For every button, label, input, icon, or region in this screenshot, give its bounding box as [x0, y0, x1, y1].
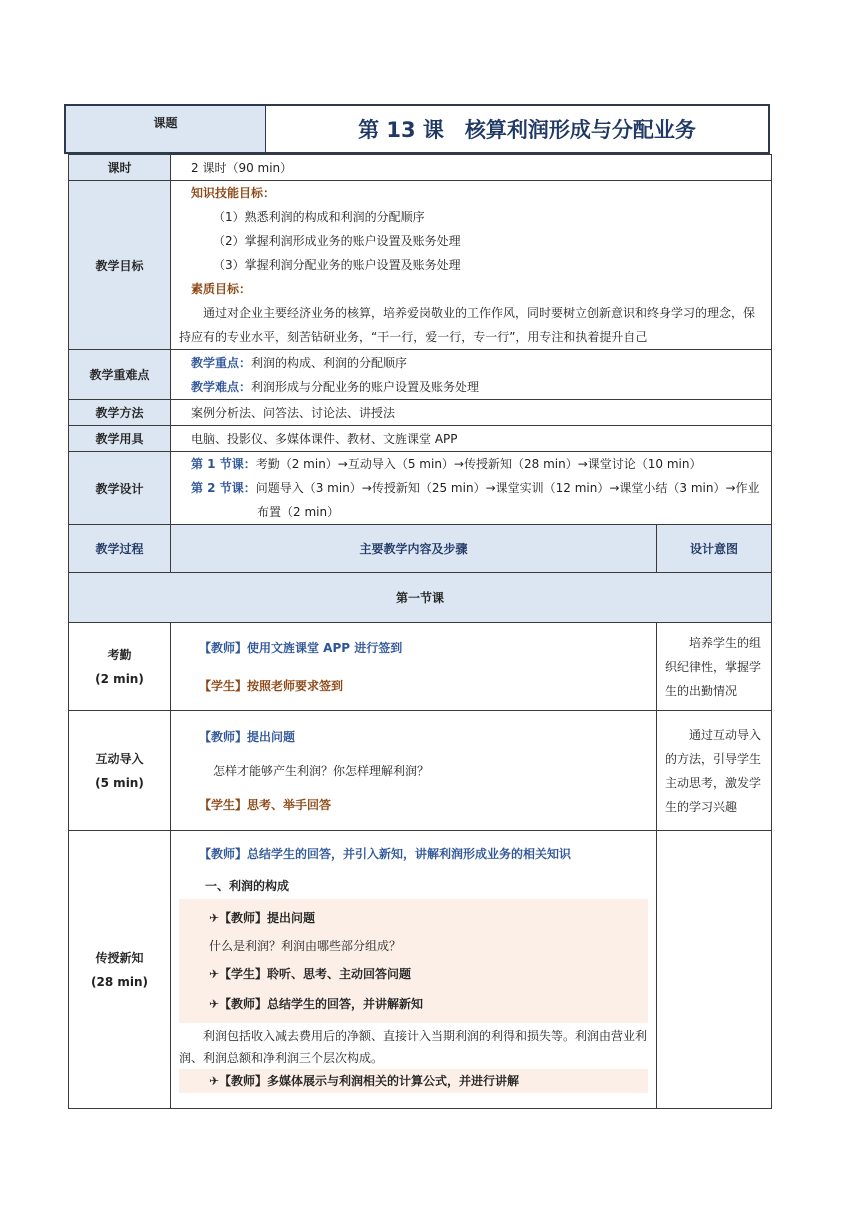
difficult-text: 利润形成与分配业务的账户设置及账务处理 — [251, 379, 480, 394]
step-teacher-question: ✈【教师】提出问题 — [209, 911, 316, 925]
tools-label: 教学用具 — [69, 426, 171, 452]
intro-label: 互动导入 — [95, 751, 144, 766]
goals-row — [69, 181, 772, 350]
tools-value: 电脑、投影仪、多媒体课件、教材、文旌课堂 APP — [171, 426, 772, 452]
new-knowledge-label: 传授新知 — [95, 950, 144, 965]
hours-label: 课时 — [69, 155, 171, 181]
goals-content — [171, 181, 772, 350]
key-label: 教学重点： — [191, 355, 252, 370]
methods-label: 教学方法 — [69, 400, 171, 426]
lesson1-label: 第 1 节课： — [191, 457, 256, 471]
new-knowledge-content — [171, 831, 657, 1109]
section1-title: 第一节课 — [69, 573, 772, 623]
hours-value: 2 课时（90 min） — [171, 155, 772, 181]
intro-intent-cell — [657, 711, 772, 831]
keypoints-label: 教学重难点 — [69, 350, 171, 400]
quality-title: 素质目标： — [191, 282, 252, 296]
new-knowledge-time: (28 min) — [90, 974, 148, 989]
step-student-answer: ✈【学生】聆听、思考、主动回答问题 — [209, 967, 412, 981]
knowledge-item: （1）熟悉利润的构成和利润的分配顺序 — [213, 210, 425, 224]
intro-student: 【学生】思考、举手回答 — [199, 797, 332, 812]
qa-block — [179, 899, 648, 1023]
knowledge-item: （2）掌握利润形成业务的账户设置及账务处理 — [213, 234, 461, 248]
profit-question: 什么是利润？利润由哪些部分组成？ — [209, 939, 402, 953]
intro-content — [171, 711, 657, 831]
attendance-intent-cell — [657, 623, 772, 711]
attendance-time: (2 min) — [95, 671, 144, 686]
process-col-header: 教学过程 — [69, 525, 171, 573]
attendance-teacher: 【教师】使用文旌课堂 APP 进行签到 — [199, 640, 403, 655]
attendance-row — [69, 623, 772, 711]
keypoints-row — [69, 350, 772, 400]
new-knowledge-teacher-intro: 【教师】总结学生的回答，并引入新知，讲解利润形成业务的相关知识 — [199, 847, 572, 861]
attendance-content — [171, 623, 657, 711]
methods-value: 案例分析法、问答法、讨论法、讲授法 — [171, 400, 772, 426]
new-knowledge-intent-cell — [657, 831, 772, 1109]
keypoints-content — [171, 350, 772, 400]
intro-row — [69, 711, 772, 831]
lesson-table — [68, 154, 772, 1109]
lesson-title: 第 13 课 核算利润形成与分配业务 — [358, 118, 696, 142]
methods-row — [69, 400, 772, 426]
tools-row — [69, 426, 772, 452]
hours-row — [69, 155, 772, 181]
intro-teacher: 【教师】提出问题 — [199, 729, 296, 744]
formula-block — [179, 1069, 648, 1093]
intro-label-cell — [69, 711, 171, 831]
lesson2-label: 第 2 节课： — [191, 481, 256, 495]
intro-question: 怎样才能够产生利润？你怎样理解利润？ — [213, 763, 430, 778]
content-col-header: 主要教学内容及步骤 — [171, 525, 657, 573]
goals-label: 教学目标 — [69, 181, 171, 350]
title-box — [64, 104, 770, 154]
new-knowledge-label-cell — [69, 831, 171, 1109]
new-knowledge-row — [69, 831, 772, 1109]
profit-explanation: 利润包括收入减去费用后的净额、直接计入当期利润的利得和损失等。利润由营业利润、利润总额和净利润三个层次构成。 — [179, 1029, 648, 1065]
key-text: 利润的构成、利润的分配顺序 — [251, 355, 408, 370]
attendance-label: 考勤 — [107, 647, 132, 662]
quality-text: 通过对企业主要经济业务的核算，培养爱岗敬业的工作作风，同时要树立创新意识和终身学习的理念，保持应有的专业水平，刻苦钻研业务，“干一行，爱一行，专一行”，用专注和执着提升自己 — [179, 306, 756, 344]
process-header-row — [69, 525, 772, 573]
lesson1-text: 考勤（2 min）→互动导入（5 min）→传授新知（28 min）→课堂讨论（10 min） — [255, 457, 702, 471]
title-label: 课题 — [66, 106, 266, 152]
intent-col-header: 设计意图 — [657, 525, 772, 573]
attendance-student: 【学生】按照老师要求签到 — [199, 678, 344, 693]
design-row — [69, 452, 772, 525]
step-teacher-formula: ✈【教师】多媒体展示与利润相关的计算公式，并进行讲解 — [209, 1074, 520, 1088]
design-label: 教学设计 — [69, 452, 171, 525]
design-content — [171, 452, 772, 525]
intro-intent: 通过互动导入的方法，引导学生主动思考，激发学生的学习兴趣 — [665, 727, 762, 814]
step-teacher-summary: ✈【教师】总结学生的回答，并讲解新知 — [209, 997, 424, 1011]
heading-profit-structure: 一、利润的构成 — [205, 879, 290, 893]
lesson2-text: 问题导入（3 min）→传授新知（25 min）→课堂实训（12 min）→课堂小结（3 min）→作业布置（2 min） — [255, 481, 760, 519]
intro-time: (5 min) — [95, 775, 144, 790]
difficult-label: 教学难点： — [191, 379, 252, 394]
knowledge-item: （3）掌握利润分配业务的账户设置及账务处理 — [213, 258, 461, 272]
section1-row — [69, 573, 772, 623]
attendance-label-cell — [69, 623, 171, 711]
attendance-intent: 培养学生的组织纪律性，掌握学生的出勤情况 — [665, 635, 762, 698]
knowledge-title: 知识技能目标： — [191, 186, 276, 200]
